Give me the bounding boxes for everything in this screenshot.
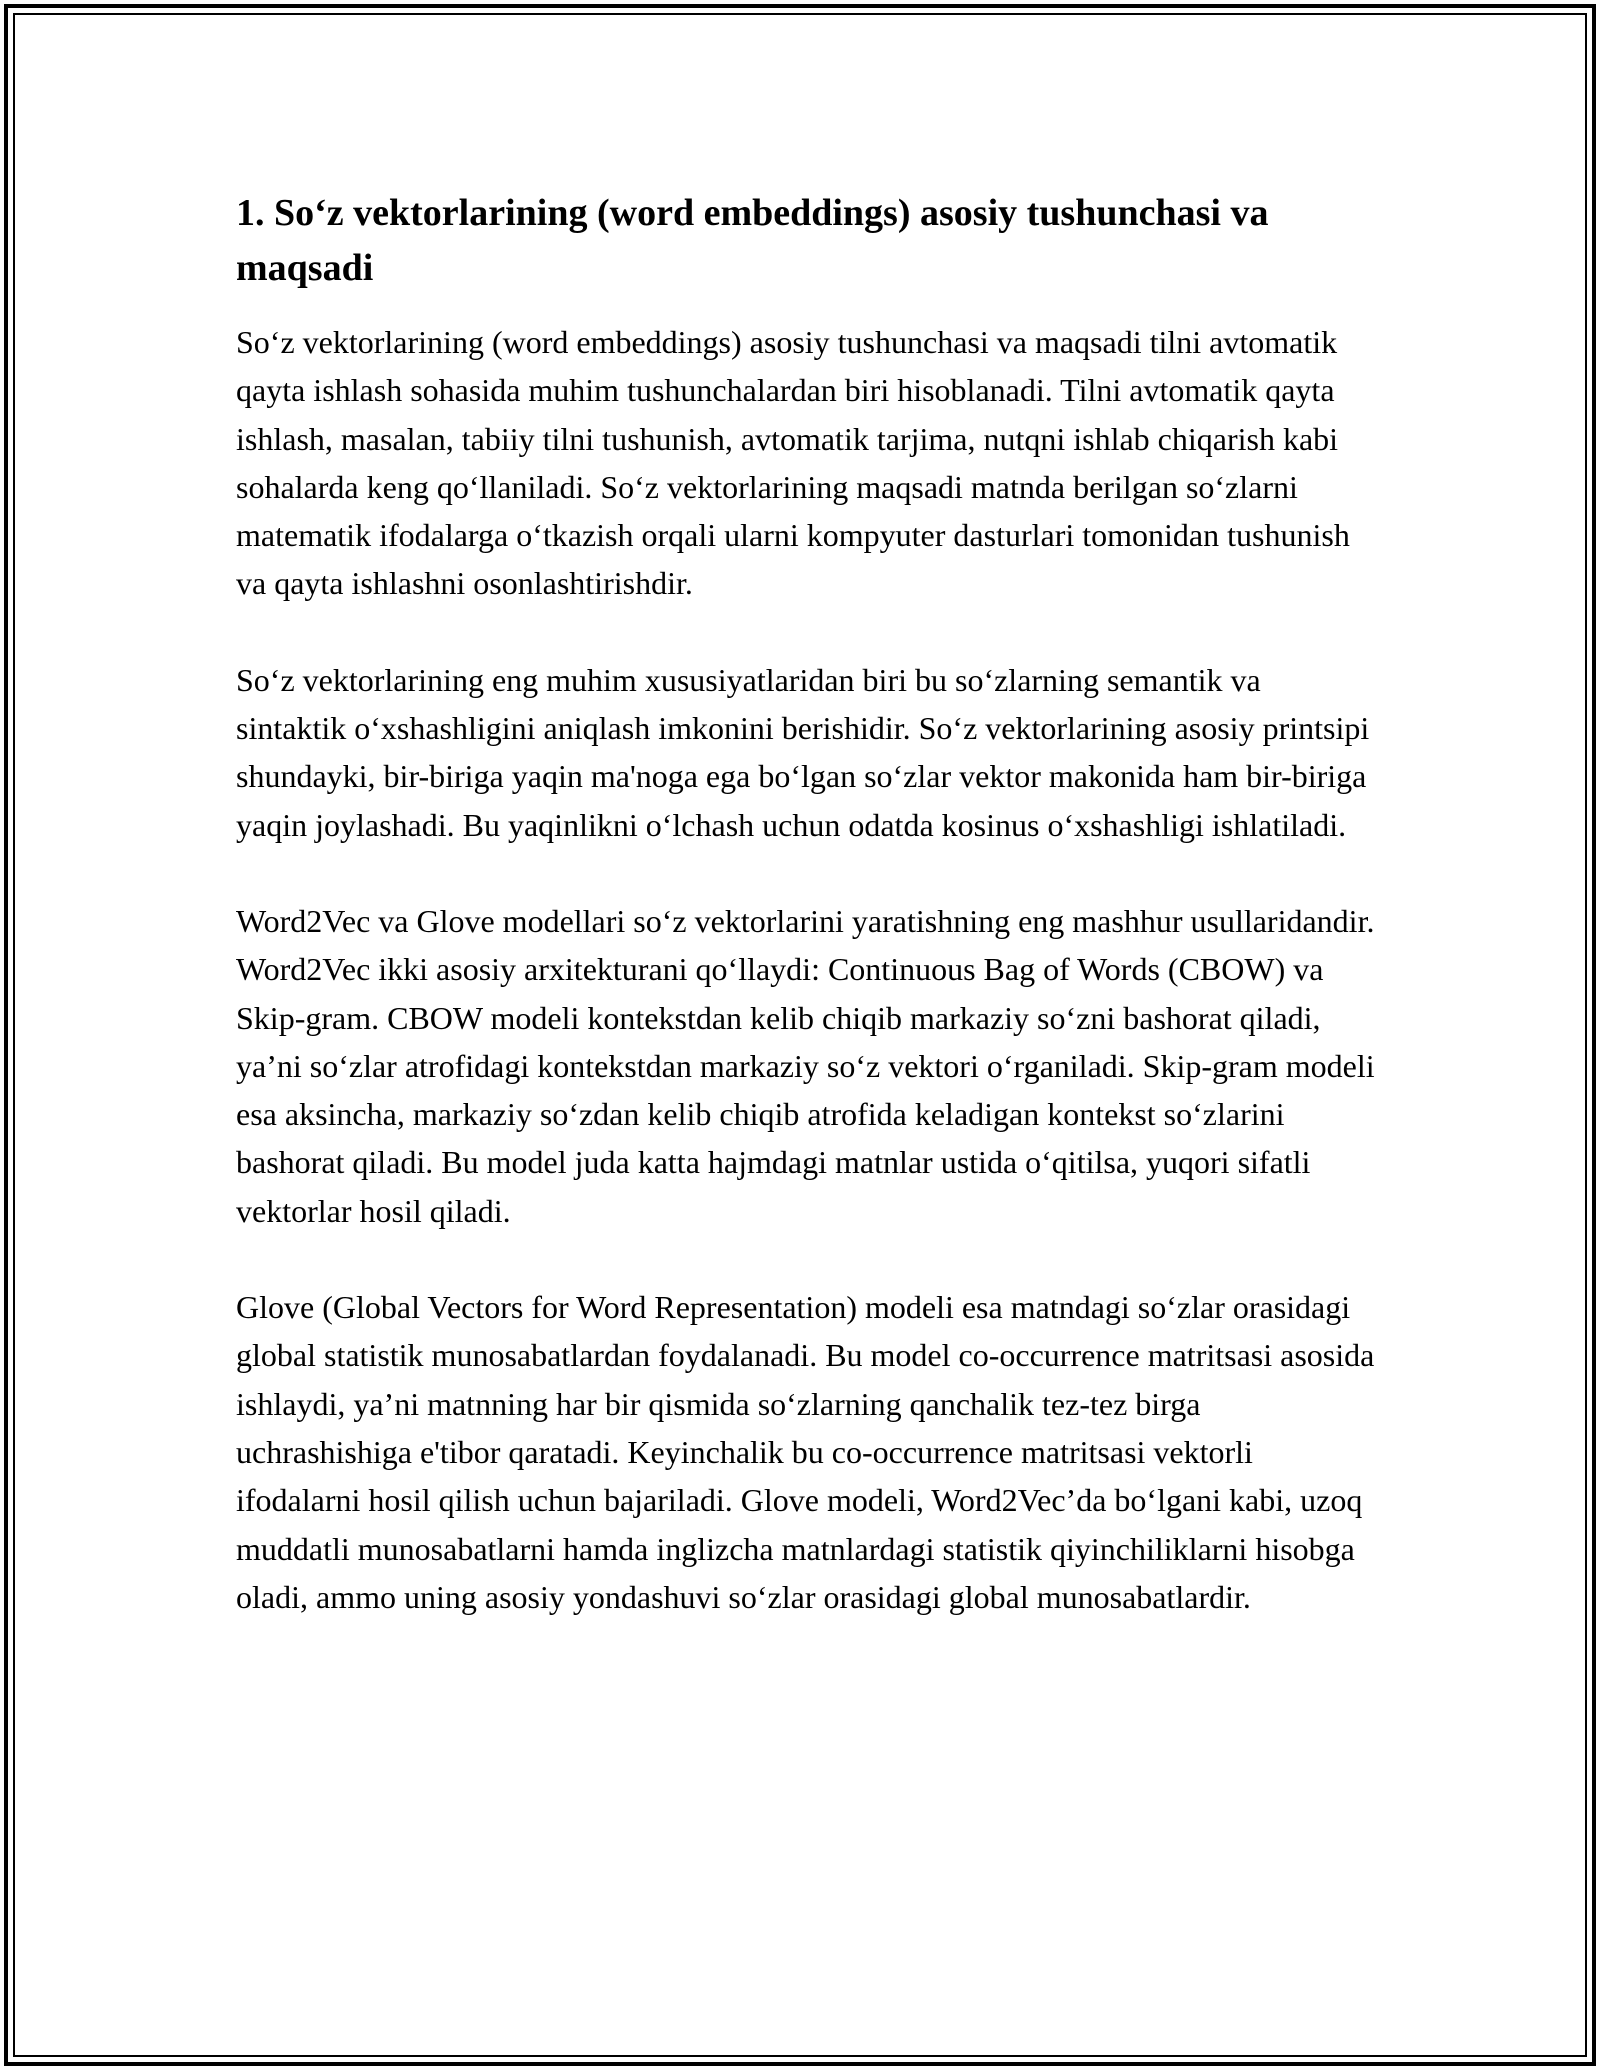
paragraph: So‘z vektorlarining eng muhim xususiyatlaridan biri bu so‘zlarning semantik va sintaktik o‘xshashligini aniqlash imkonini berishidir. So‘z vektorlarining asosiy printsipi shundayki, bir-biriga yaqin ma'noga ega bo‘lgan so‘zlar vektor makonida ham bir-biriga yaqin joylashadi. Bu yaqinlikni o‘lchash uchun odatda kosinus o‘xshashligi ishlatiladi. [236,661,1370,843]
section-heading: 1. So‘z vektorlarining (word embeddings) asosiy tushunchasi va maqsadi [236,192,1269,289]
paragraph: Glove (Global Vectors for Word Representation) modeli esa matndagi so‘zlar orasidagi global statistik munosabatlardan foydalanadi. Bu model co-occurrence matritsasi asosida ishlaydi, ya’ni matnning har bir qismida so‘zlarning qanchalik tez-tez birga uchrashishiga e'tibor qaratadi. Keyinchalik bu co-occurrence matritsasi vektorli ifodalarni hosil qilish uchun bajariladi. Glove modeli, Word2Vec’da bo‘lgani kabi, uzoq muddatli munosabatlarni hamda inglizcha matnlardagi statistik qiyinchiliklarni hisobga oladi, ammo uning asosiy yondashuvi so‘zlar orasidagi global munosabatlardir. [236,1289,1375,1615]
paragraph: Word2Vec va Glove modellari so‘z vektorlarini yaratishning eng mashhur usullaridandir. Word2Vec ikki asosiy arxitekturani qo‘llaydi: Continuous Bag of Words (CBOW) va Skip-gram. CBOW modeli kontekstdan kelib chiqib markaziy so‘zni bashorat qiladi, ya’ni so‘zlar atrofidagi kontekstdan markaziy so‘z vektori o‘rganiladi. Skip-gram modeli esa aksincha, markaziy so‘zdan kelib chiqib atrofida keladigan kontekst so‘zlarini bashorat qiladi. Bu model juda katta hajmdagi matnlar ustida o‘qitilsa, yuqori sifatli vektorlar hosil qiladi. [236,902,1375,1229]
paragraph: So‘z vektorlarining (word embeddings) asosiy tushunchasi va maqsadi tilni avtomatik qayta ishlash sohasida muhim tushunchalardan biri hisoblanadi. Tilni avtomatik qayta ishlash, masalan, tabiiy tilni tushunish, avtomatik tarjima, nutqni ishlab chiqarish kabi sohalarda keng qo‘llaniladi. So‘z vektorlarining maqsadi matnda berilgan so‘zlarni matematik ifodalarga o‘tkazish orqali ularni kompyuter dasturlari tomonidan tushunish va qayta ishlashni osonlashtirishdir. [236,324,1350,602]
document-body [236,186,1376,1621]
